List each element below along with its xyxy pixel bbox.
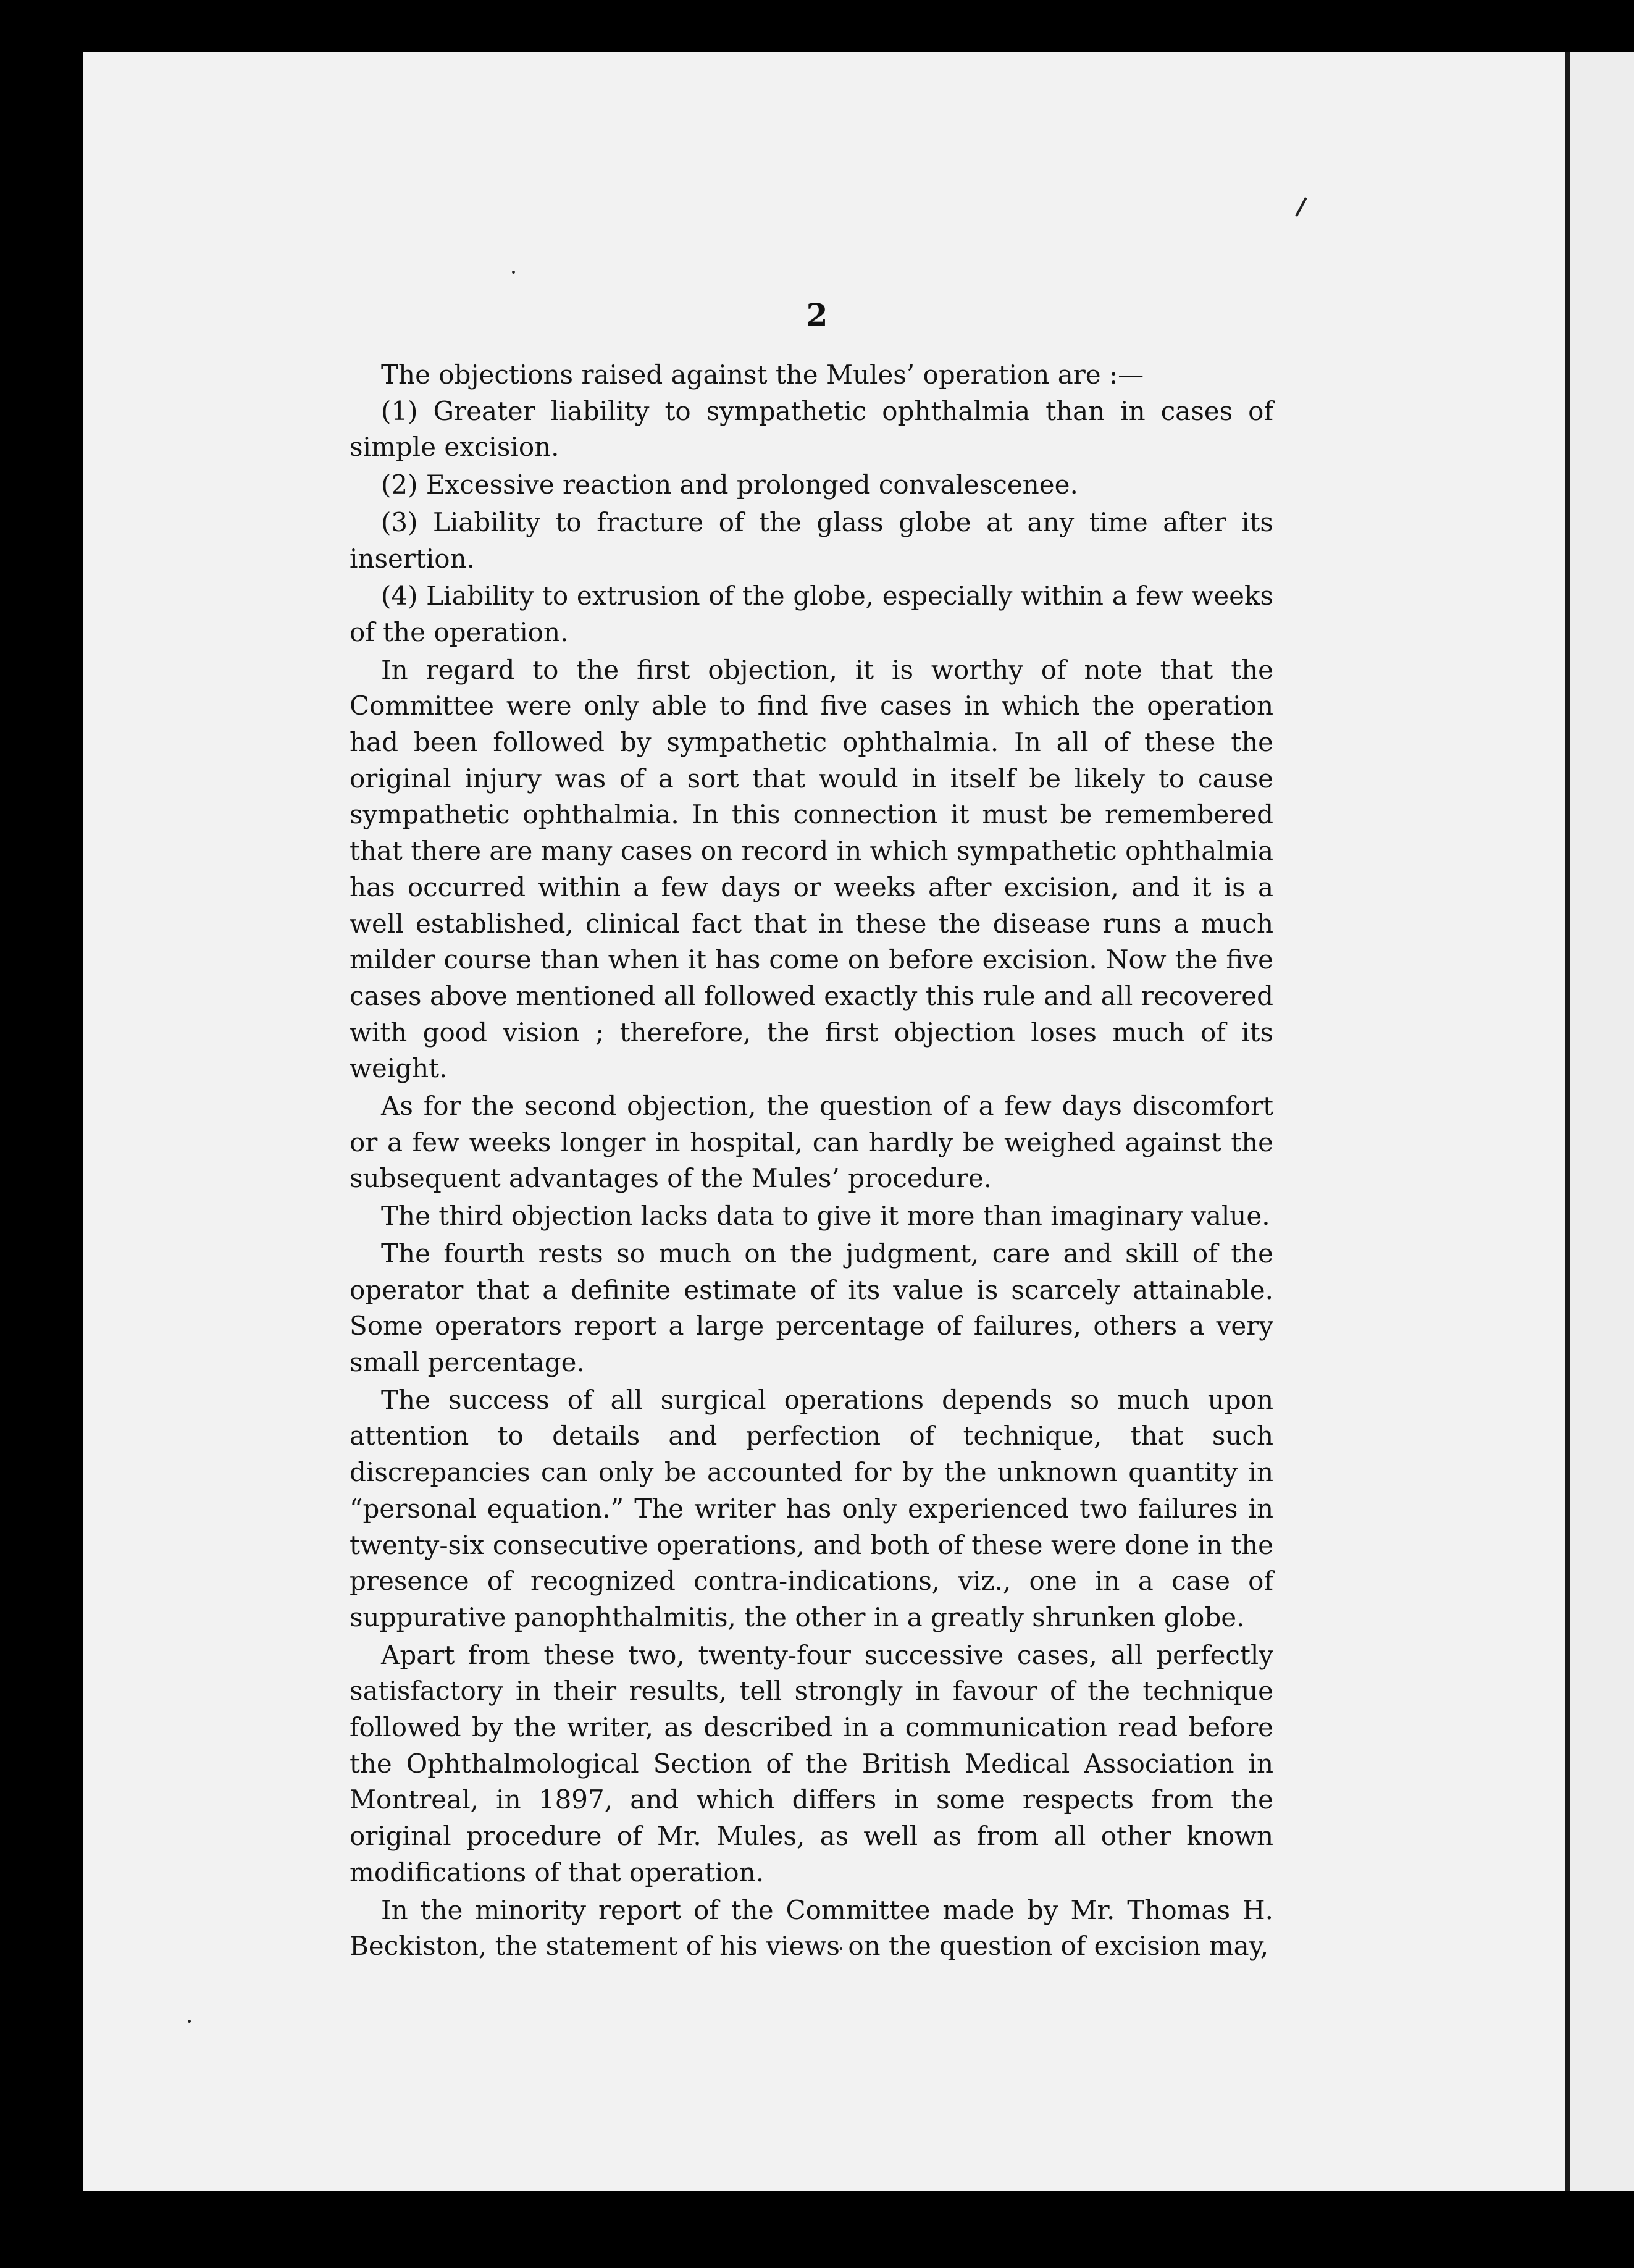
paragraph-successive-cases: Apart from these two, twenty-four successive cases, all perfectly satisfactory in their results, tell strongly in favour of the technique followed by the writer, as described in a communication read before the Ophthalmological Section of the British Medical Association in Montreal, in 1897, and which differs in some respects from the original procedure of Mr. Mules, as well as from all other known modifications of that operation. xyxy=(350,1639,1273,1888)
paragraph-second-objection: As for the second objection, the question of a few days discomfort or a few weeks longer in hospital, can hardly be weighed against the subsequent advantages of the Mules’ procedure. xyxy=(350,1091,1273,1194)
paragraph-third-objection: The third objection lacks data to give it more than imaginary value. xyxy=(381,1201,1270,1232)
page-number: 2 xyxy=(806,296,828,333)
paragraph-minority-report: In the minority report of the Committee made by Mr. Thomas H. Beckiston, the statement of his views on the question of excision may, xyxy=(350,1894,1273,1962)
scan-speck xyxy=(512,271,515,274)
paragraph-objection-4: (4) Liability to extrusion of the globe, especially within a few weeks of the operation. xyxy=(350,581,1273,647)
page-fold-shadow xyxy=(1565,52,1570,2191)
paragraph-objection-3: (3) Liability to fracture of the glass globe at any time after its insertion. xyxy=(350,506,1273,574)
paragraph-intro: The objections raised against the Mules’ operation are :— xyxy=(381,359,1144,390)
adjacent-page-edge xyxy=(1570,52,1634,2191)
body-text xyxy=(350,357,1273,1965)
paragraph-fourth-objection: The fourth rests so much on the judgment, care and skill of the operator that a definite estimate of its value is scarcely attainable. Some operators report a large percentage of failures, others a very small percentage. xyxy=(350,1238,1273,1377)
paragraph-objection-2: (2) Excessive reaction and prolonged convalescenee. xyxy=(381,469,1078,500)
paragraph-first-objection: In regard to the first objection, it is worthy of note that the Committee were only able to find five cases in which the operation had been followed by sympathetic ophthalmia. In all of these the original injury was of a sort that would in itself be likely to cause sympathetic ophthalmia. In this connection it must be remembered that there are many cases on record in which sympathetic ophthalmia has occurred within a few days or weeks after excision, and it is a well established, clinical fact that in these the disease runs a much milder course than when it has come on before excision. Now the five cases above mentioned all followed exactly this rule and all recovered with good vision ; therefore, the first objection loses much of its weight. xyxy=(350,654,1273,1084)
paragraph-objection-1: (1) Greater liability to sympathetic ophthalmia than in cases of simple excision. xyxy=(350,395,1273,463)
scan-speck xyxy=(188,2020,191,2023)
paragraph-surgical-success: The success of all surgical operations depends so much upon attention to details and perfection of technique, that such discrepancies can only be accounted for by the unknown quantity in “personal equation.” The writer has only experienced two failures in twenty-six consecutive operations, and both of these were done in the presence of recognized contra-indications, viz., one in a case of suppurative panophthalmitis, the other in a greatly shrunken globe. xyxy=(350,1384,1273,1632)
